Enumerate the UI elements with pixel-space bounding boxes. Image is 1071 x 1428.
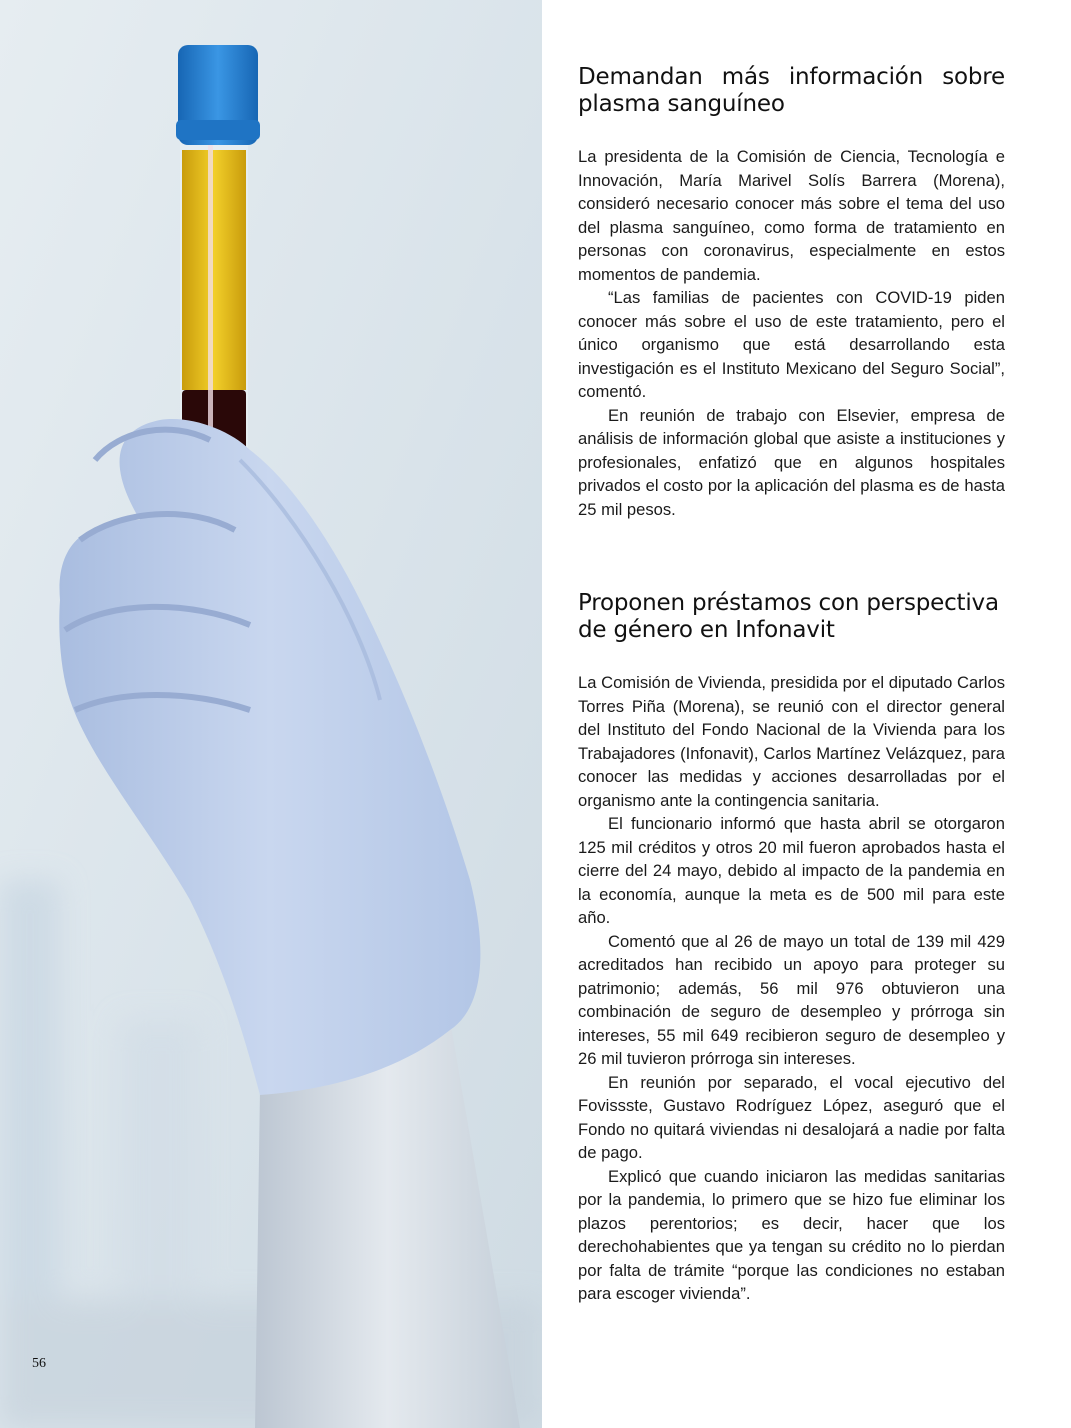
paragraph: La presidenta de la Comisión de Ciencia, Tecnología e Innovación, María Marivel Solís Barrera (Morena), consideró necesario conocer más sobre el tema del uso del plasma sanguíneo, como forma de tratamiento en personas con coronavirus, especialmente en estos momentos de pandemia. — [578, 147, 1005, 284]
article-title: Demandan más información sobre plasma sanguíneo — [578, 64, 1005, 117]
paragraph: Comentó que al 26 de mayo un total de 139 mil 429 acreditados han recibido un apoyo para proteger su patrimonio; además, 56 mil 976 obtuvieron una combinación de seguro de desempleo y prórroga sin intereses, 55 mil 649 recibieron seguro de desempleo y 26 mil tuvieron prórroga sin intereses. — [578, 931, 1005, 1068]
article-title: Proponen préstamos con perspectiva de género en Infonavit — [578, 590, 999, 643]
article-body — [578, 145, 1005, 521]
paragraph: El funcionario informó que hasta abril se otorgaron 125 mil créditos y otros 20 mil fueron aprobados hasta el cierre del 24 mayo, debido al impacto de la pandemia en la economía, aunque la meta es de 500 mil para este año. — [578, 814, 1005, 927]
article-body — [578, 671, 1005, 1306]
article-plasma — [578, 64, 1005, 521]
paragraph: En reunión por separado, el vocal ejecutivo del Fovissste, Gustavo Rodríguez López, aseguró que el Fondo no quitará viviendas ni desalojará a nadie por falta de pago. — [578, 1072, 1005, 1162]
paragraph: “Las familias de pacientes con COVID-19 piden conocer más sobre el uso de este tratamiento, pero el único organismo que está desarrollando esta investigación es el Instituto Mexicano del Seguro Social”, comentó. — [578, 288, 1005, 401]
article-infonavit — [578, 590, 1005, 1306]
paragraph: La Comisión de Vivienda, presidida por el diputado Carlos Torres Piña (Morena), se reunió con el director general del Instituto del Fondo Nacional de la Vivienda para los Trabajadores (Infonavit), Carlos Martínez Velázquez, para conocer las medidas y acciones desarrolladas por el organismo ante la contingencia sanitaria. — [578, 673, 1005, 810]
page-number: 56 — [32, 1356, 46, 1371]
paragraph: Explicó que cuando iniciaron las medidas sanitarias por la pandemia, lo primero que se hizo fue eliminar los plazos perentorios; es decir, hacer que los derechohabientes que ya tengan su crédito no lo pierdan por falta de trámite “porque las condiciones no estaban para escoger vivienda”. — [578, 1166, 1005, 1303]
paragraph: En reunión de trabajo con Elsevier, empresa de análisis de información global que asiste a instituciones y profesionales, enfatizó que en algunos hospitales privados el costo por la aplicación del plasma es de hasta 25 mil pesos. — [578, 405, 1005, 519]
